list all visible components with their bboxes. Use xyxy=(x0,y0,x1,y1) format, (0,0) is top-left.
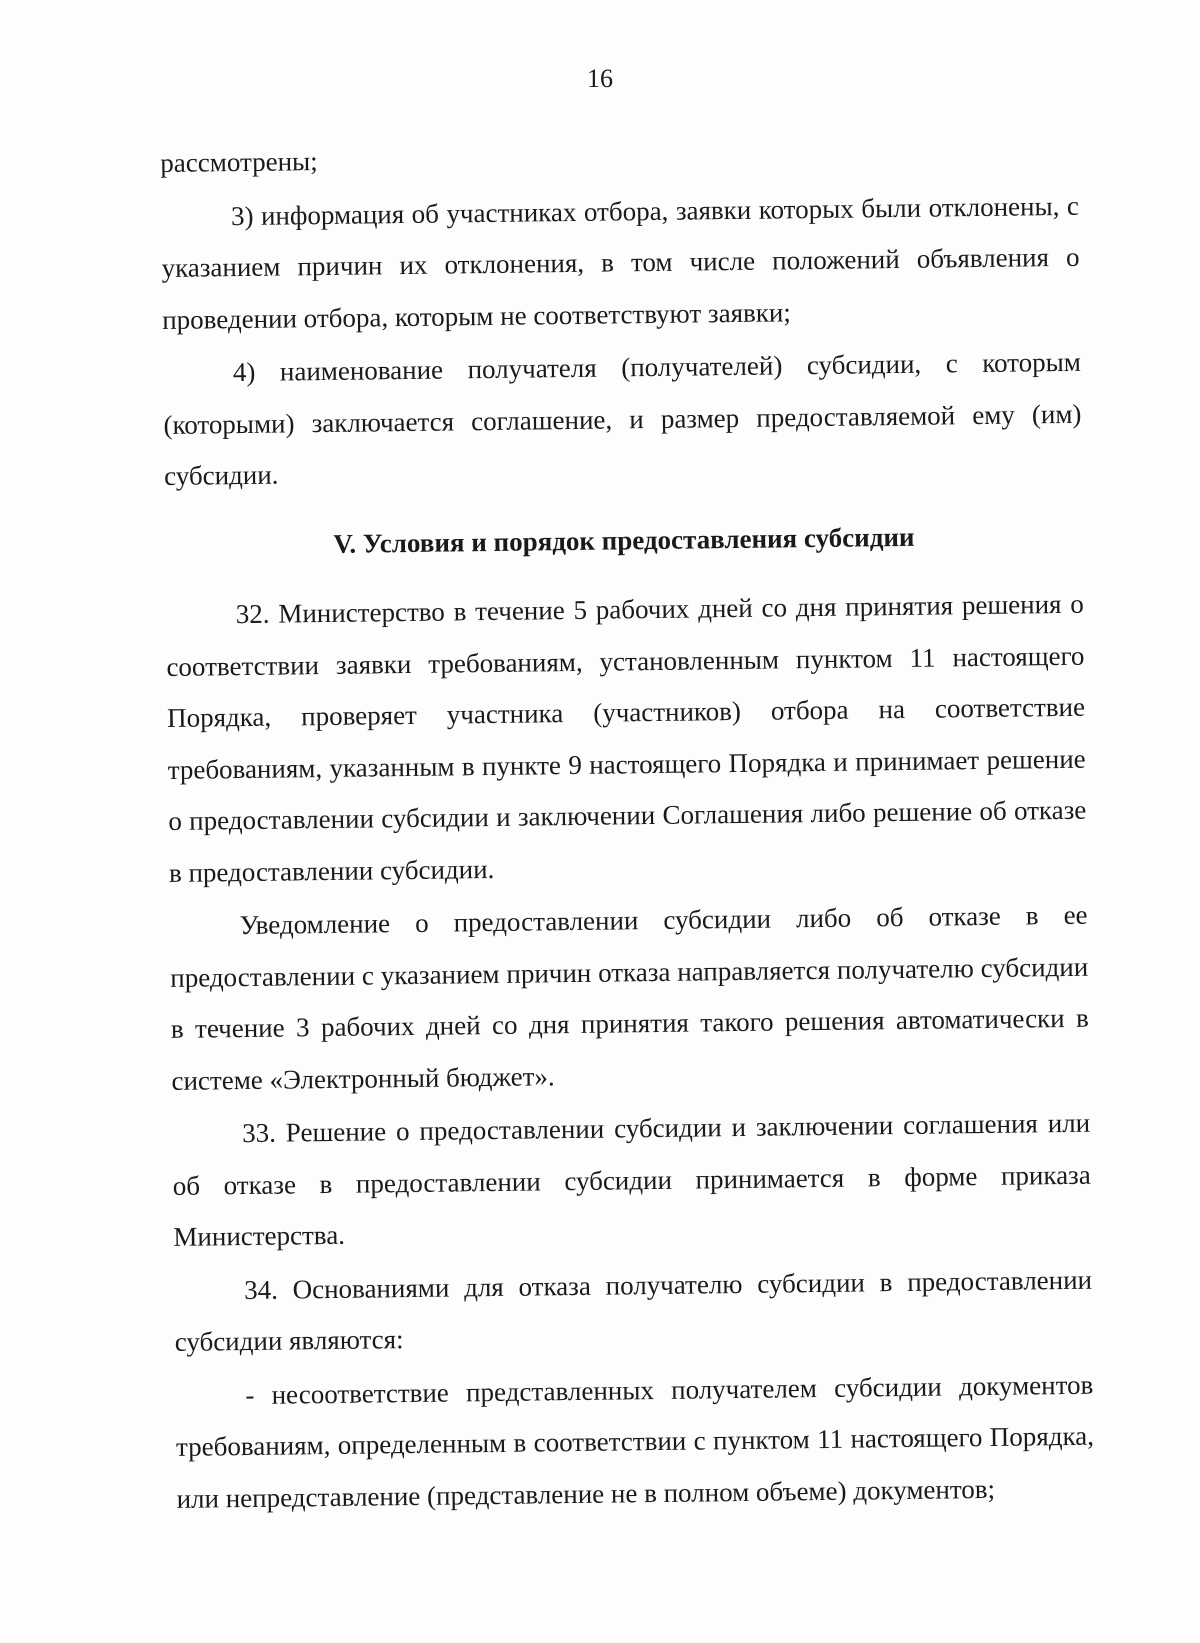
paragraph-notification: Уведомление о предоставлении субсидии либо об отказе в ее предоставлении с указанием причин отказа направляется получателю субсидии в течение 3 рабочих дней со дня принятия такого решения автоматически в системе «Электронный бюджет». xyxy=(170,899,1090,1096)
document-body xyxy=(160,127,1095,1525)
paragraph-continuation: рассмотрены; xyxy=(160,146,318,178)
list-item-3: 3) информация об участниках отбора, заявки которых были отклонены, с указанием причин их отклонения, в том числе положений объявления о проведении отбора, которым не соответствуют заявки; xyxy=(161,190,1080,335)
paragraph-34-item: - несоответствие представленных получателем субсидии документов требованиям, определенным в соответствии с пунктом 11 настоящего Порядка, или непредставление (представление не в полном объеме) документов; xyxy=(175,1369,1095,1514)
paragraph-32: 32. Министерство в течение 5 рабочих дней со дня принятия решения о соответствии заявки требованиям, установленным пунктом 11 настоящего Порядка, проверяет участника (участников) отбора на соответствие требованиям, указанным в пункте 9 настоящего Порядка и принимает решение о предоставлении субсидии и заключении Соглашения либо решение об отказе в предоставлении субсидии. xyxy=(166,588,1087,888)
page-number: 16 xyxy=(587,64,613,93)
list-item-4: 4) наименование получателя (получателей) субсидии, с которым (которыми) заключается соглашение, и размер предоставляемой ему (им) субсидии. xyxy=(163,346,1082,491)
paragraph-34: 34. Основаниями для отказа получателю субсидии в предоставлении субсидии являются: xyxy=(174,1264,1093,1357)
section-heading: V. Условия и порядок предоставления субсидии xyxy=(333,521,915,559)
paragraph-33: 33. Решение о предоставлении субсидии и заключении соглашения или об отказе в предоставлении субсидии принимается в форме приказа Министерства. xyxy=(172,1107,1091,1252)
